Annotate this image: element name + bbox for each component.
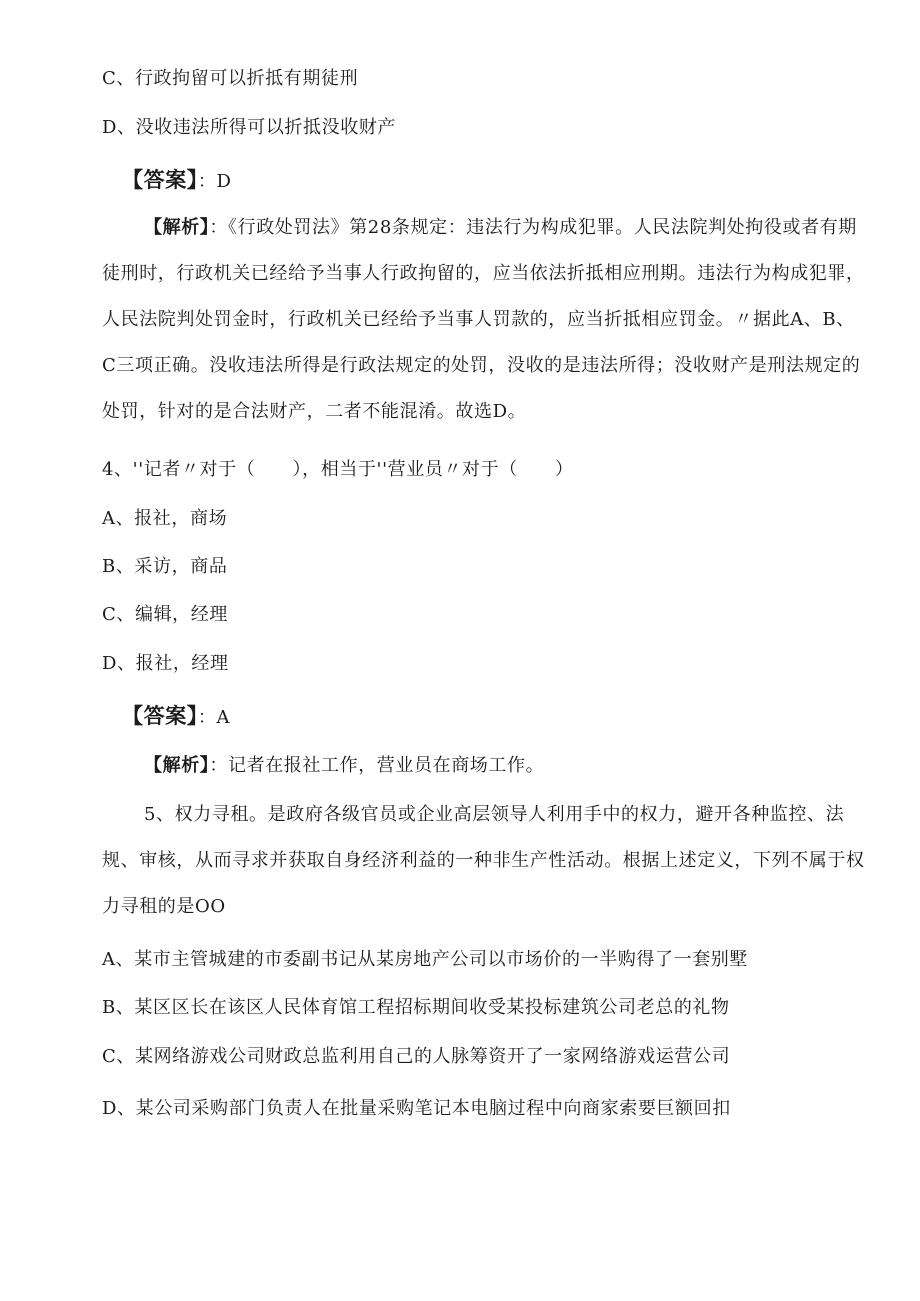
q4-question: 4、''记者〃对于（ ），相当于''营业员〃对于（ ） [102, 459, 574, 480]
q3-analysis-text: ：《行政处罚法》第28条规定：违法行为构成犯罪。人民法院判处拘役或者有期徒刑时，行政机关已经给予当事人行政拘留的，应当依法折抵相应刑期。违法行为构成犯罪，人民法院判处罚金时，行政机关已经给予当事人罚款的，应当折抵相应罚金。〃据此A、B、C三项正确。没收违法所得是行政法规定的处罚，没收的是违法所得；没收财产是刑法规定的处罚，针对的是合法财产，二者不能混淆。故选D。 [102, 217, 865, 422]
q5-option-a: A、某市主管城建的市委副书记从某房地产公司以市场价的一半购得了一套别墅 [102, 949, 748, 970]
q3-analysis [102, 205, 866, 435]
q4-option-a: A、报社，商场 [102, 508, 228, 529]
q4-option-d: D、报社，经理 [102, 653, 229, 674]
q5-option-b: B、某区区长在该区人民体育馆工程招标期间收受某投标建筑公司老总的礼物 [102, 997, 730, 1018]
q3-option-d: D、没收违法所得可以折抵没收财产 [102, 117, 397, 138]
q4-option-c: C、编辑，经理 [102, 604, 228, 625]
q3-answer-value: ：D [197, 171, 232, 192]
q4-answer [122, 704, 230, 730]
q4-option-b: B、采访，商品 [102, 556, 228, 577]
q4-analysis-text: ：记者在报社工作，营业员在商场工作。 [209, 755, 545, 776]
q5-question: 5、权力寻租。是政府各级官员或企业高层领导人利用手中的权力，避开各种监控、法规、审核，从而寻求并获取自身经济利益的一种非生产性活动。根据上述定义，下列不属于权力寻租的是OO [102, 804, 865, 917]
q3-analysis-label: 【解析】 [144, 217, 210, 238]
q4-answer-value: ：A [197, 707, 231, 728]
q4-analysis-label: 【解析】 [144, 755, 210, 776]
q3-answer [122, 168, 232, 194]
q4-analysis [144, 754, 544, 778]
q5-option-c: C、某网络游戏公司财政总监利用自己的人脉筹资开了一家网络游戏运营公司 [102, 1046, 731, 1067]
q3-option-c: C、行政拘留可以折抵有期徒刑 [102, 68, 359, 89]
q3-answer-label: 【答案】 [122, 168, 198, 192]
q4-answer-label: 【答案】 [122, 704, 198, 728]
q5-option-d: D、某公司采购部门负责人在批量采购笔记本电脑过程中向商家索要巨额回扣 [102, 1098, 731, 1119]
